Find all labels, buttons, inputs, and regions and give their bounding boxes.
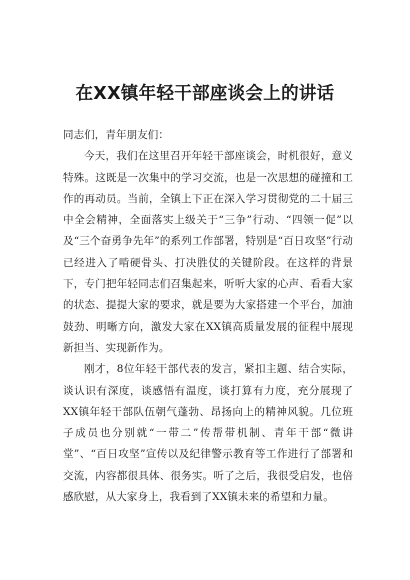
document-title: 在XX镇年轻干部座谈会上的讲话: [75, 84, 335, 104]
speech-body: [63, 125, 353, 508]
paragraph-remarks: 刚才，8位年轻干部代表的发言，紧扣主题、结合实际，谈认识有深度，谈感悟有温度，谈打算有力度，充分展现了XX镇年轻干部队伍朝气蓬勃、昂扬向上的精神风貌。几位班子成员也分别就“一带二”传帮带机制、青年干部“微讲堂”、“百日攻坚”宣传以及纪律警示教育等工作进行了部署和交流，内容都很具体、很务实。听了之后，我很受启发，也倍感欣慰，从大家身上，我看到了XX镇未来的希望和力量。: [63, 363, 353, 504]
paragraph-opening: 今天，我们在这里召开年轻干部座谈会，时机很好，意义特殊。这既是一次集中的学习交流，也是一次思想的碰撞和工作的再动员。当前，全镇上下正在深入学习贯彻党的二十届三中全会精神，全面落实上级关于“三争”行动、“四领一促”以及“三个奋勇争先年”的系列工作部署，特别是“百日攻坚”行动已经进入了啃硬骨头、打决胜仗的关键阶段。在这样的背景下，专门把年轻同志们召集起来，听听大家的心声、看看大家的状态、提提大家的要求，就是要为大家搭建一个平台，加油鼓劲、明晰方向，激发大家在XX镇高质量发展的征程中展现新担当、实现新作为。: [63, 150, 353, 354]
salutation: 同志们，青年朋友们：: [63, 129, 169, 141]
